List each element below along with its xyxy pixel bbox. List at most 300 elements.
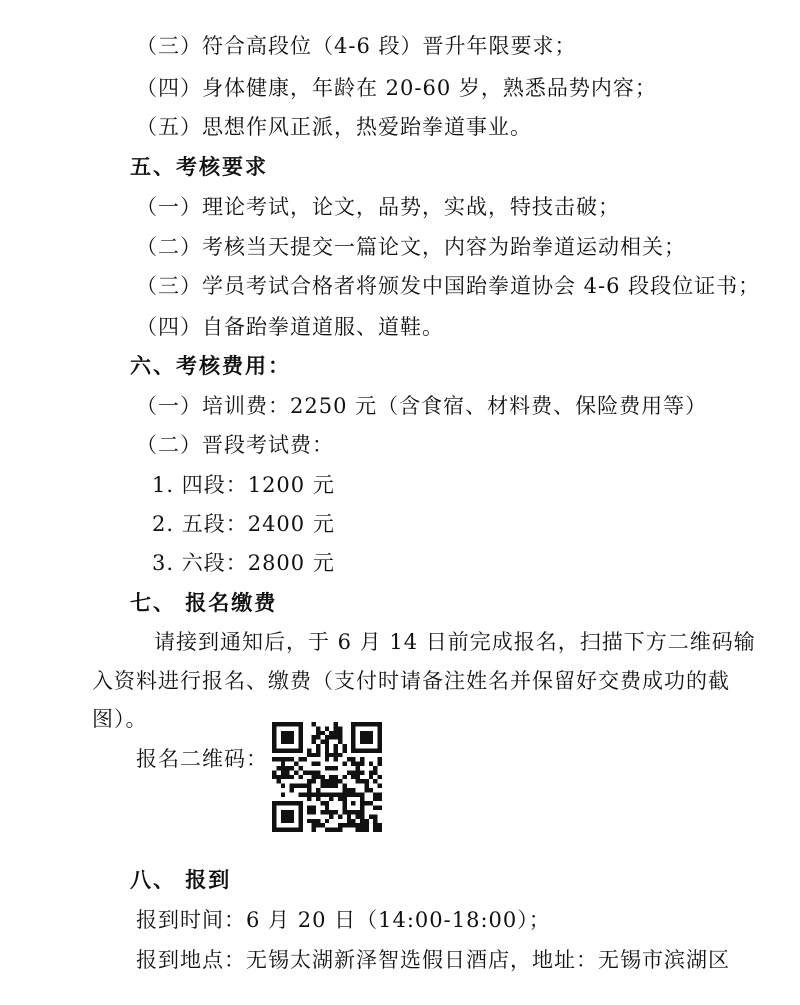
qr-module <box>356 823 360 827</box>
qr-module <box>378 775 382 779</box>
qr-module <box>364 784 368 788</box>
qr-module <box>307 784 311 788</box>
qr-module <box>347 819 351 823</box>
qr-module <box>364 731 368 735</box>
qr-module <box>351 770 355 774</box>
qr-module <box>316 788 320 792</box>
qr-module <box>329 775 333 779</box>
qr-module <box>294 784 298 788</box>
qr-module <box>303 792 307 796</box>
qr-module <box>312 779 316 783</box>
qr-module <box>272 823 276 827</box>
qr-module <box>312 819 316 823</box>
qr-module <box>290 766 294 770</box>
qr-module <box>364 823 368 827</box>
qr-module <box>369 788 373 792</box>
fee-training: （一）培训费：2250 元（含食宿、材料费、保险费用等） <box>136 394 708 418</box>
qr-module <box>281 722 285 726</box>
qr-module <box>373 766 377 770</box>
exam-item-3: （三）学员考试合格者将颁发中国跆拳道协会 4-6 段段位证书； <box>136 274 761 298</box>
qr-module <box>351 731 355 735</box>
qr-module <box>272 731 276 735</box>
qr-module <box>360 757 364 761</box>
qr-module <box>298 740 302 744</box>
qr-module <box>351 740 355 744</box>
requirement-item-4: （四）身体健康，年龄在 20-60 岁，熟悉品势内容； <box>136 76 657 100</box>
qr-module <box>373 819 377 823</box>
qr-module <box>356 828 360 832</box>
qr-module <box>281 757 285 761</box>
qr-module <box>347 814 351 818</box>
qr-module <box>276 775 280 779</box>
qr-module <box>294 762 298 766</box>
qr-module <box>285 722 289 726</box>
qr-module <box>356 779 360 783</box>
qr-module <box>298 766 302 770</box>
qr-module <box>356 748 360 752</box>
qr-module <box>360 735 364 739</box>
qr-module <box>347 823 351 827</box>
qr-module <box>281 735 285 739</box>
qr-module <box>290 748 294 752</box>
qr-module <box>351 801 355 805</box>
qr-module <box>378 797 382 801</box>
qr-module <box>325 810 329 814</box>
qr-module <box>325 744 329 748</box>
qr-module <box>342 810 346 814</box>
qr-module <box>276 828 280 832</box>
qr-module <box>307 788 311 792</box>
qr-module <box>329 792 333 796</box>
qr-module <box>378 784 382 788</box>
qr-module <box>325 779 329 783</box>
fee-level-5: 2. 五段：2400 元 <box>152 512 335 536</box>
qr-module <box>347 757 351 761</box>
qr-module <box>342 797 346 801</box>
qr-module <box>325 748 329 752</box>
qr-module <box>312 806 316 810</box>
qr-module <box>373 797 377 801</box>
qr-module <box>312 735 316 739</box>
qr-module <box>290 735 294 739</box>
qr-module <box>272 726 276 730</box>
qr-module <box>290 757 294 761</box>
qr-module <box>364 722 368 726</box>
qr-module <box>281 762 285 766</box>
qr-module <box>342 762 346 766</box>
qr-module <box>329 784 333 788</box>
qr-module <box>364 828 368 832</box>
qr-module <box>303 770 307 774</box>
qr-module <box>334 828 338 832</box>
qr-module <box>285 814 289 818</box>
qr-module <box>334 726 338 730</box>
qr-module <box>290 788 294 792</box>
qr-module <box>373 823 377 827</box>
qr-module <box>360 779 364 783</box>
qr-module <box>360 801 364 805</box>
qr-module <box>360 748 364 752</box>
qr-module <box>338 753 342 757</box>
qr-module <box>329 735 333 739</box>
qr-module <box>351 757 355 761</box>
qr-module <box>312 753 316 757</box>
qr-module <box>329 828 333 832</box>
qr-module <box>312 740 316 744</box>
qr-module <box>272 757 276 761</box>
qr-module <box>329 810 333 814</box>
qr-module <box>329 753 333 757</box>
qr-module <box>329 731 333 735</box>
qr-module <box>373 722 377 726</box>
qr-module <box>369 748 373 752</box>
qr-module <box>281 819 285 823</box>
qr-module <box>356 792 360 796</box>
qr-module <box>360 814 364 818</box>
qr-module <box>342 801 346 805</box>
qr-module <box>369 731 373 735</box>
qr-module <box>351 810 355 814</box>
qr-module <box>281 810 285 814</box>
qr-module <box>334 735 338 739</box>
qr-module <box>347 788 351 792</box>
qr-module <box>320 784 324 788</box>
qr-module <box>312 770 316 774</box>
qr-module <box>281 784 285 788</box>
requirement-item-5: （五）思想作风正派，热爱跆拳道事业。 <box>136 115 532 139</box>
qr-module <box>347 810 351 814</box>
qr-module <box>360 770 364 774</box>
qr-module <box>285 770 289 774</box>
qr-module <box>294 722 298 726</box>
qr-module <box>334 753 338 757</box>
qr-module <box>329 766 333 770</box>
qr-module <box>373 748 377 752</box>
qr-module <box>334 744 338 748</box>
qr-module <box>285 757 289 761</box>
qr-module <box>329 779 333 783</box>
qr-module <box>364 819 368 823</box>
qr-module <box>369 770 373 774</box>
qr-module <box>303 757 307 761</box>
qr-module <box>298 806 302 810</box>
qr-module <box>320 810 324 814</box>
qr-module <box>298 823 302 827</box>
qr-module <box>281 740 285 744</box>
qr-module <box>290 740 294 744</box>
qr-module <box>325 801 329 805</box>
qr-module <box>272 801 276 805</box>
qr-module <box>334 792 338 796</box>
qr-module <box>334 731 338 735</box>
section-heading-check-in: 八、 报到 <box>130 867 232 892</box>
qr-module <box>320 731 324 735</box>
qr-module <box>316 775 320 779</box>
qr-module <box>290 814 294 818</box>
qr-module <box>281 775 285 779</box>
qr-module <box>272 828 276 832</box>
qr-module <box>316 762 320 766</box>
qr-module <box>290 775 294 779</box>
qr-module <box>351 823 355 827</box>
section-heading-exam-requirements: 五、考核要求 <box>130 154 268 179</box>
qr-module <box>320 779 324 783</box>
qr-module <box>342 748 346 752</box>
qr-module <box>378 726 382 730</box>
qr-module <box>360 806 364 810</box>
qr-module <box>360 819 364 823</box>
qr-module <box>351 775 355 779</box>
qr-module <box>325 819 329 823</box>
registration-paragraph-line-1: 请接到通知后，于 6 月 14 日前完成报名，扫描下方二维码输 <box>154 630 756 654</box>
qr-module <box>281 814 285 818</box>
qr-module <box>298 722 302 726</box>
qr-module <box>298 810 302 814</box>
qr-module <box>378 735 382 739</box>
qr-module <box>316 735 320 739</box>
qr-module <box>272 775 276 779</box>
fee-level-4: 1. 四段：1200 元 <box>152 473 335 497</box>
qr-module <box>338 792 342 796</box>
qr-module <box>272 744 276 748</box>
qr-module <box>369 814 373 818</box>
qr-module <box>307 770 311 774</box>
qr-module <box>285 731 289 735</box>
qr-module <box>334 757 338 761</box>
qr-module <box>312 810 316 814</box>
qr-module <box>364 801 368 805</box>
qr-module <box>347 770 351 774</box>
qr-module <box>360 823 364 827</box>
qr-module <box>272 735 276 739</box>
qr-module <box>329 797 333 801</box>
qr-module <box>281 770 285 774</box>
qr-module <box>351 788 355 792</box>
qr-module <box>334 748 338 752</box>
qr-module <box>378 740 382 744</box>
qr-module <box>307 819 311 823</box>
qr-module <box>298 735 302 739</box>
check-in-location: 报到地点：无锡太湖新泽智选假日酒店，地址：无锡市滨湖区 <box>136 948 730 972</box>
qr-module <box>342 806 346 810</box>
qr-module <box>360 792 364 796</box>
qr-module <box>303 784 307 788</box>
qr-module <box>334 775 338 779</box>
exam-item-4: （四）自备跆拳道道服、道鞋。 <box>136 315 444 339</box>
qr-module <box>378 722 382 726</box>
qr-module <box>338 779 342 783</box>
qr-module <box>373 814 377 818</box>
qr-module <box>360 810 364 814</box>
qr-module <box>272 740 276 744</box>
qr-module <box>312 823 316 827</box>
qr-module <box>378 762 382 766</box>
qr-module <box>334 722 338 726</box>
qr-module <box>360 762 364 766</box>
qr-module <box>307 779 311 783</box>
qr-module <box>360 722 364 726</box>
qr-module <box>351 792 355 796</box>
qr-module <box>369 801 373 805</box>
qr-module <box>290 801 294 805</box>
exam-item-2: （二）考核当天提交一篇论文，内容为跆拳道运动相关； <box>136 235 686 259</box>
qr-module <box>338 731 342 735</box>
qr-module <box>351 722 355 726</box>
qr-module <box>290 828 294 832</box>
qr-module <box>334 810 338 814</box>
qr-module <box>364 748 368 752</box>
qr-module <box>298 726 302 730</box>
qr-module <box>281 766 285 770</box>
registration-paragraph-line-2: 入资料进行报名、缴费（支付时请备注姓名并保留好交费成功的截 <box>92 669 730 693</box>
qr-module <box>378 806 382 810</box>
fee-exam-title: （二）晋段考试费： <box>136 433 334 457</box>
qr-module <box>276 722 280 726</box>
qr-module <box>334 784 338 788</box>
qr-module <box>320 801 324 805</box>
qr-module <box>325 757 329 761</box>
qr-module <box>316 823 320 827</box>
qr-module <box>290 819 294 823</box>
qr-module <box>369 735 373 739</box>
qr-module <box>351 735 355 739</box>
qr-module <box>329 814 333 818</box>
qr-module <box>338 823 342 827</box>
qr-module <box>378 792 382 796</box>
qr-module <box>378 823 382 827</box>
qr-module <box>373 828 377 832</box>
qr-module <box>378 748 382 752</box>
qr-module <box>272 770 276 774</box>
qr-module <box>281 748 285 752</box>
qr-module <box>373 770 377 774</box>
qr-module <box>316 744 320 748</box>
qr-module <box>294 748 298 752</box>
qr-module <box>316 770 320 774</box>
qr-module <box>338 814 342 818</box>
qr-module <box>378 744 382 748</box>
qr-module <box>307 748 311 752</box>
qr-module <box>325 753 329 757</box>
qr-module <box>351 748 355 752</box>
qr-module <box>364 788 368 792</box>
qr-module <box>356 775 360 779</box>
qr-module <box>356 770 360 774</box>
qr-module <box>272 806 276 810</box>
section-heading-registration: 七、 报名缴费 <box>130 590 278 615</box>
qr-module <box>356 814 360 818</box>
qr-module <box>325 806 329 810</box>
qr-code-icon <box>272 722 382 832</box>
qr-module <box>316 792 320 796</box>
qr-module <box>316 726 320 730</box>
qr-module <box>294 770 298 774</box>
qr-module <box>276 779 280 783</box>
qr-module <box>356 722 360 726</box>
qr-module <box>334 766 338 770</box>
section-heading-fees: 六、考核费用： <box>130 353 291 378</box>
qr-module <box>298 792 302 796</box>
qr-module <box>298 819 302 823</box>
qr-module <box>298 757 302 761</box>
qr-module <box>298 814 302 818</box>
qr-module <box>307 810 311 814</box>
qr-module <box>369 722 373 726</box>
exam-item-1: （一）理论考试，论文，品势，实战，特技击破； <box>136 195 620 219</box>
qr-module <box>290 731 294 735</box>
qr-module <box>338 740 342 744</box>
qr-module <box>356 762 360 766</box>
qr-module <box>325 726 329 730</box>
qr-module <box>360 731 364 735</box>
qr-module <box>342 775 346 779</box>
qr-module <box>342 744 346 748</box>
qr-module <box>272 748 276 752</box>
qr-module <box>316 819 320 823</box>
qr-module <box>290 784 294 788</box>
qr-module <box>316 748 320 752</box>
qr-module <box>338 797 342 801</box>
qr-module <box>312 828 316 832</box>
qr-module <box>338 726 342 730</box>
qr-module <box>342 788 346 792</box>
qr-module <box>351 726 355 730</box>
qr-module <box>285 748 289 752</box>
qr-module <box>285 775 289 779</box>
qr-module <box>334 779 338 783</box>
qr-module <box>373 779 377 783</box>
qr-module <box>373 792 377 796</box>
qr-module <box>325 735 329 739</box>
qr-module <box>307 806 311 810</box>
qr-module <box>378 828 382 832</box>
qr-module <box>320 775 324 779</box>
qr-module <box>281 828 285 832</box>
qr-module <box>285 801 289 805</box>
qr-module <box>312 775 316 779</box>
qr-module <box>272 814 276 818</box>
qr-module <box>307 797 311 801</box>
qr-module <box>294 828 298 832</box>
qr-module <box>320 740 324 744</box>
check-in-time: 报到时间：6 月 20 日（14:00-18:00）； <box>136 908 551 932</box>
qr-module <box>281 792 285 796</box>
registration-qr-code[interactable] <box>272 722 382 832</box>
qr-module <box>369 775 373 779</box>
registration-paragraph-line-3: 图）。 <box>92 707 148 731</box>
qr-module <box>290 722 294 726</box>
qr-module <box>351 762 355 766</box>
qr-module <box>320 823 324 827</box>
qr-module <box>378 731 382 735</box>
qr-module <box>276 766 280 770</box>
qr-code-label: 报名二维码： <box>136 747 268 771</box>
qr-module <box>325 784 329 788</box>
qr-module <box>325 766 329 770</box>
qr-module <box>272 810 276 814</box>
qr-module <box>351 744 355 748</box>
qr-module <box>312 792 316 796</box>
qr-module <box>298 801 302 805</box>
qr-module <box>298 775 302 779</box>
qr-module <box>276 801 280 805</box>
qr-module <box>325 792 329 796</box>
qr-module <box>364 740 368 744</box>
qr-module <box>298 748 302 752</box>
qr-module <box>373 806 377 810</box>
qr-module <box>316 731 320 735</box>
qr-module <box>347 792 351 796</box>
